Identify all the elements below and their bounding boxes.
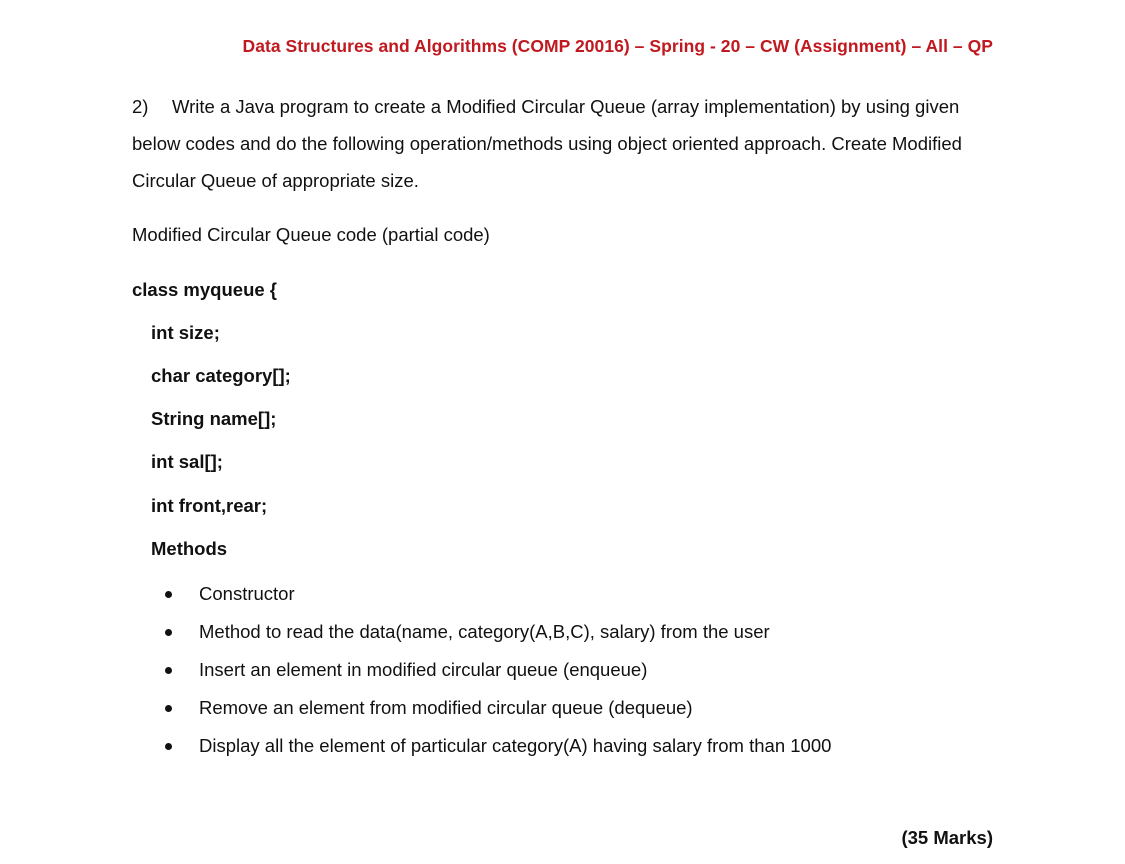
code-class-line: class myqueue { <box>132 279 277 300</box>
method-text: Remove an element from modified circular queue (dequeue) <box>199 697 693 718</box>
document-header: Data Structures and Algorithms (COMP 20016) – Spring - 20 – CW (Assignment) – All – QP <box>242 36 993 56</box>
methods-list <box>165 582 831 772</box>
list-item <box>165 734 831 772</box>
code-field-category: char category[]; <box>151 365 291 386</box>
question-number: 2) <box>132 96 149 117</box>
code-field-front-rear: int front,rear; <box>151 495 268 516</box>
bullet-icon <box>165 667 172 674</box>
code-field-sal: int sal[]; <box>151 451 223 472</box>
bullet-icon <box>165 705 172 712</box>
method-text: Display all the element of particular category(A) having salary from than 1000 <box>199 735 832 756</box>
bullet-icon <box>165 743 172 750</box>
methods-heading: Methods <box>151 538 228 559</box>
question-paragraph <box>132 88 992 199</box>
list-item <box>165 582 831 620</box>
bullet-icon <box>165 629 172 636</box>
method-text: Insert an element in modified circular queue (enqueue) <box>199 659 648 680</box>
bullet-icon <box>165 591 172 598</box>
question-text: Write a Java program to create a Modified Circular Queue (array implementation) by using given below codes and do the following operation/methods using object oriented approach. Create Modified Circular Queue of appropriate size. <box>132 96 962 191</box>
method-text: Constructor <box>199 583 295 604</box>
list-item <box>165 620 831 658</box>
list-item <box>165 696 831 734</box>
code-field-name: String name[]; <box>151 408 277 429</box>
method-text: Method to read the data(name, category(A,B,C), salary) from the user <box>199 621 770 642</box>
code-field-size: int size; <box>151 322 220 343</box>
list-item <box>165 658 831 696</box>
marks-label: (35 Marks) <box>901 827 993 848</box>
code-subtitle: Modified Circular Queue code (partial code) <box>132 224 490 245</box>
